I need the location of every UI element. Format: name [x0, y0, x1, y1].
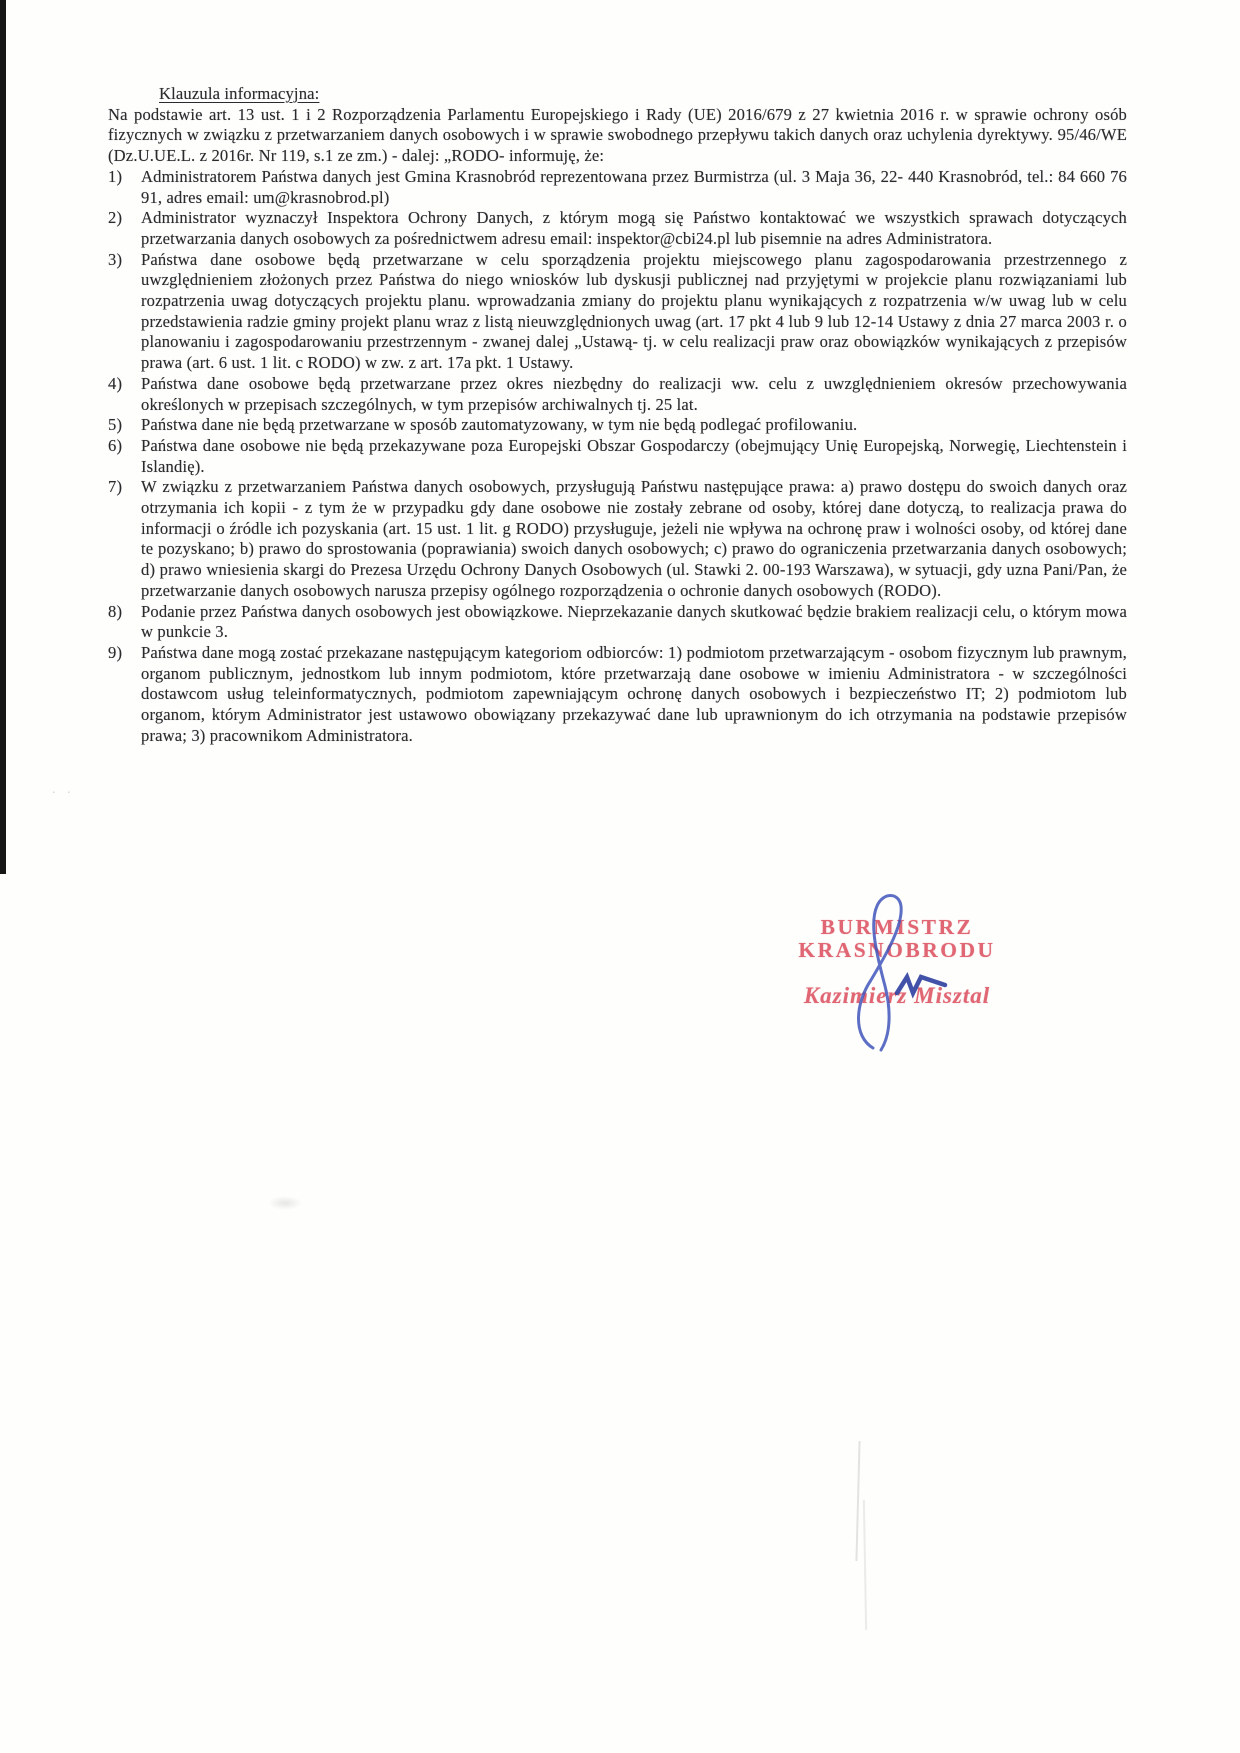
list-item-number: 4)	[108, 373, 123, 393]
scan-edge-artifact	[0, 0, 6, 874]
document-title: Klauzula informacyjna:	[159, 84, 320, 103]
stamp-title-line2: KRASNOBRODU	[798, 938, 996, 962]
numbered-list	[108, 167, 1127, 747]
list-item	[108, 250, 1127, 374]
list-item-text: Państwa dane osobowe będą przetwarzane w celu sporządzenia projektu miejscowego planu zagospodarowania przestrzennego z uwzględnieniem złożonych przez Państwa do niego wniosków lub dyskusji publicznej nad przyjętymi w projekcie planu rozwiązaniami lub rozpatrzenia uwag dotyczących projektu planu. wprowadzania zmiany do projektu planu wynikających z rozpatrzenia w/w uwag lub w celu przedstawienia radzie gminy projekt planu wraz z listą nieuwzględnionych uwag (art. 17 pkt 4 lub 9 lub 12-14 Ustawy z dnia 27 marca 2003 r. o planowaniu i zagospodarowaniu przestrzennym - zwanej dalej „Ustawą- tj. w celu realizacji praw oraz obowiązków wynikających z przepisów prawa (art. 6 ust. 1 lit. c RODO) w zw. z art. 17a pkt. 1 Ustawy.	[141, 249, 1127, 373]
list-item-text: Państwa dane nie będą przetwarzane w sposób zautomatyzowany, w tym nie będą podlegać profilowaniu.	[141, 415, 858, 435]
list-item-number: 1)	[108, 166, 123, 186]
list-item-number: 5)	[108, 415, 123, 435]
list-item	[108, 643, 1127, 747]
intro-paragraph: Na podstawie art. 13 ust. 1 i 2 Rozporządzenia Parlamentu Europejskiego i Rady (UE) 2016/679 z 27 kwietnia 2016 r. w sprawie ochrony osób fizycznych w związku z przetwarzaniem danych osobowych i w sprawie swobodnego przepływu takich danych oraz uchylenia dyrektywy. 95/46/WE (Dz.U.UE.L. z 2016r. Nr 119, s.1 ze zm.) - dalej: „RODO- informuję, że:	[108, 104, 1127, 166]
list-item-number: 8)	[108, 601, 123, 621]
list-item	[108, 415, 1127, 436]
list-item-text: Państwa dane mogą zostać przekazane następującym kategoriom odbiorców: 1) podmiotom przetwarzającym - osobom fizycznym lub prawnym, organom publicznym, jednostkom lub innym podmiotom, które przetwarzają dane osobowe w imieniu Administratora - w szczególności dostawcom usług teleinformatycznych, podmiotom zapewniającym ochronę danych osobowych i bezpieczeństwo IT; 2) podmiotom lub organom, którym Administrator jest ustawowo obowiązany przekazywać dane lub uprawnionym do ich otrzymania na podstawie przepisów prawa; 3) pracownikom Administratora.	[141, 642, 1127, 745]
handwritten-signature	[835, 890, 950, 1058]
list-item-number: 6)	[108, 435, 123, 455]
scan-artifact-dots: . .	[52, 782, 75, 797]
document-body	[108, 84, 1127, 747]
scan-artifact-smudge	[268, 1196, 302, 1210]
list-item	[108, 477, 1127, 601]
list-item-text: Administrator wyznaczył Inspektora Ochrony Danych, z którym mogą się Państwo kontaktować we wszystkich sprawach dotyczących przetwarzania danych osobowych za pośrednictwem adresu email: inspektor@cbi24.pl lub pisemnie na adres Administratora.	[141, 208, 1127, 248]
scan-artifact-line	[863, 1500, 867, 1630]
list-item	[108, 167, 1127, 208]
list-item-number: 2)	[108, 208, 123, 228]
list-item-number: 7)	[108, 477, 123, 497]
list-item	[108, 208, 1127, 249]
list-item-text: Państwa dane osobowe będą przetwarzane przez okres niezbędny do realizacji ww. celu z uwzględnieniem okresów przechowywania określonych w przepisach szczególnych, w tym przepisów archiwalnych tj. 25 lat.	[141, 373, 1127, 414]
list-item-text: Podanie przez Państwa danych osobowych jest obowiązkowe. Nieprzekazanie danych skutkować będzie brakiem realizacji celu, o którym mowa w punkcie 3.	[141, 601, 1127, 642]
list-item	[108, 374, 1127, 415]
list-item-text: W związku z przetwarzaniem Państwa danych osobowych, przysługują Państwu następujące prawa: a) prawo dostępu do swoich danych oraz otrzymania ich kopii - z tym że w przypadku gdy dane osobowe nie zostały zebrane od osoby, której dane dotyczą, to realizacja prawa do informacji o źródle ich pozyskania (art. 15 ust. 1 lit. g RODO) przysługuje, jeżeli nie wpływa na ochronę praw i wolności osoby, od której dane te pozyskano; b) prawo do sprostowania (poprawiania) swoich danych osobowych; c) prawo do ograniczenia przetwarzania danych osobowych; d) prawo wniesienia skargi do Prezesa Urzędu Ochrony Danych Osobowych (ul. Stawki 2. 00-193 Warszawa), w sytuacji, gdy uzna Pani/Pan, że przetwarzanie danych osobowych narusza przepisy ogólnego rozporządzenia o ochronie danych osobowych (RODO).	[141, 477, 1127, 600]
list-item-number: 9)	[108, 642, 123, 662]
stamp-name: Kazimierz Misztal	[803, 983, 991, 1008]
scan-artifact-line	[855, 1441, 860, 1561]
list-item-text: Administratorem Państwa danych jest Gmina Krasnobród reprezentowana przez Burmistrza (ul. 3 Maja 36, 22- 440 Krasnobród, tel.: 84 660 76 91, adres email: um@krasnobrod.pl)	[141, 166, 1127, 207]
list-item	[108, 602, 1127, 643]
list-item-text: Państwa dane osobowe nie będą przekazywane poza Europejski Obszar Gospodarczy (obejmujący Unię Europejską, Norwegię, Liechtenstein i Islandię).	[141, 435, 1127, 476]
list-item	[108, 436, 1127, 477]
list-item-number: 3)	[108, 249, 123, 269]
stamp-title-line1: BURMISTRZ	[820, 915, 974, 939]
